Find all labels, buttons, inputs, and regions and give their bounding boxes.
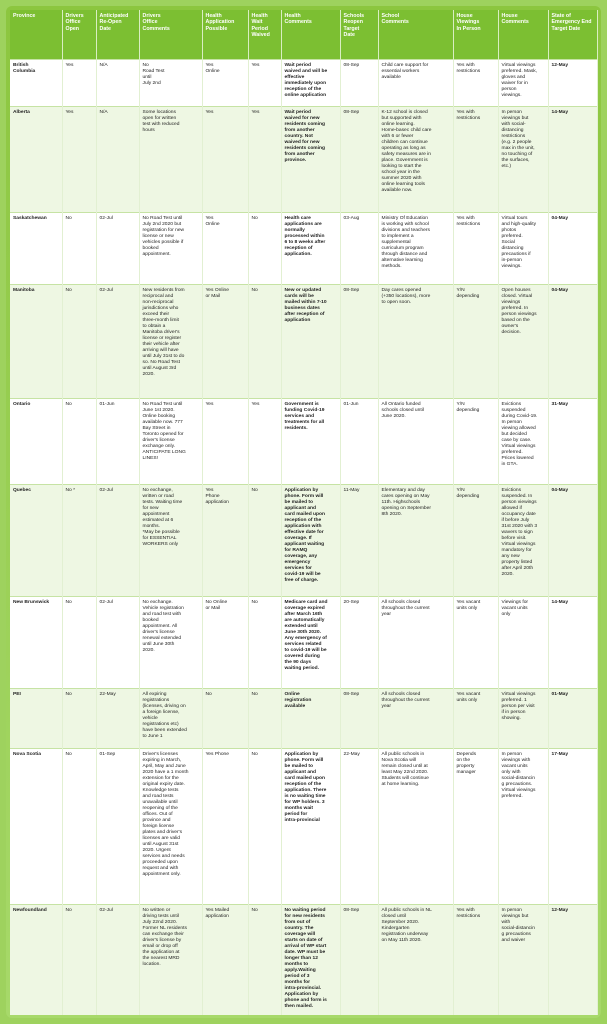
cell-schools-date: 01-Jun	[340, 399, 378, 485]
cell-health-comments: No waiting period for new residents from out of country. The coverage will starts on date of arrival of WP start date. WP must be longer than 12 months to apply.Waiting period of 3 months for intra-provincial. Application by phone and form is then mailed.	[281, 905, 340, 1015]
cell-drivers-comments: No Road Test until July 2nd 2020 but registration for new license or new vehicles possible if booked appointment.	[139, 213, 202, 285]
cell-drivers-comments: All expiring registrations (licenses, driving on a foreign license, vehicle registrations etc) have been extended to June 1	[139, 689, 202, 749]
cell-health-possible: No	[202, 689, 248, 749]
cell-emergency-end: 04-May	[548, 213, 597, 285]
cell-school-comments: All schools closed throughout the current year	[378, 597, 453, 689]
header-drivers-open: Drivers Office Open	[62, 10, 96, 60]
cell-emergency-end: 12-May	[548, 60, 597, 107]
cell-emergency-end: 14-May	[548, 107, 597, 213]
header-reopen-date: Anticipated Re-Open Date	[96, 10, 139, 60]
cell-house-comments: In person viewings but with social-distancin g precautions and waiver	[498, 905, 548, 1015]
cell-health-comments: Health care applications are normally processed within 6 to 8 weeks after reception of application.	[281, 213, 340, 285]
table-frame	[6, 6, 601, 1018]
cell-house-viewings: Yes with restrictions	[453, 213, 498, 285]
cell-province: Quebec	[10, 485, 62, 597]
cell-house-comments: Virtual tours and high-quality photos preferred. Social distancing precautions if in-person viewings.	[498, 213, 548, 285]
header-row	[10, 10, 597, 60]
cell-wait-waived: No	[248, 597, 281, 689]
cell-health-possible: Yes Online	[202, 60, 248, 107]
table-row	[10, 597, 597, 689]
cell-drivers-open: No	[62, 749, 96, 905]
header-province: Province	[10, 10, 62, 60]
cell-wait-waived: No	[248, 689, 281, 749]
cell-wait-waived: Yes	[248, 60, 281, 107]
cell-drivers-open: No	[62, 285, 96, 399]
cell-school-comments: Elementary and day cares opening on May 11th. Highschools opening on September 8th 2020.	[378, 485, 453, 597]
cell-reopen-date: 02-Jul	[96, 485, 139, 597]
cell-health-comments: New or updated cards will be mailed within 7-10 business dates after reception of application	[281, 285, 340, 399]
cell-school-comments: All public schools in Nova Scotia will remain closed until at least May 22nd 2020. Students will continue at home learning.	[378, 749, 453, 905]
cell-health-comments: Online registration available	[281, 689, 340, 749]
cell-health-comments: Medicare card and coverage expired after March 16th are automatically extended until June 30th 2020. Any emergency of services related to covid-19 will be covered during the 90 days waiting period.	[281, 597, 340, 689]
cell-schools-date: 08-Sep	[340, 60, 378, 107]
table-row	[10, 285, 597, 399]
cell-wait-waived: No	[248, 749, 281, 905]
table-row	[10, 107, 597, 213]
cell-house-viewings: Yes with restrictions	[453, 905, 498, 1015]
table-row	[10, 749, 597, 905]
cell-house-comments: Open houses closed. Virtual viewings preferred. In person viewings based on the owner's decision.	[498, 285, 548, 399]
cell-health-possible: Yes Phone application	[202, 485, 248, 597]
cell-wait-waived: No	[248, 285, 281, 399]
cell-house-comments: Evictions suspended during Covid-19. In person viewing allowed but decided case by case. Virtual viewings preferred. Prices lowered in GTA.	[498, 399, 548, 485]
cell-drivers-comments: Driver's licenses expiring in March, April, May and June 2020 have a 1 month extension for the original expiry date. Knowledge tests and road tests unavailable until reopening of the offices. Out of province and foreign license plates and driver's licenses are valid until August 31st 2020. Urgent services and needs proceeded upon request and with appointment only.	[139, 749, 202, 905]
cell-schools-date: 08-Sep	[340, 905, 378, 1015]
cell-province: Newfoundland	[10, 905, 62, 1015]
cell-house-viewings: Yes with restrictions	[453, 107, 498, 213]
cell-house-viewings: Y/N depending	[453, 485, 498, 597]
cell-drivers-comments: New residents from reciprocal and non-reciprocal jurisdictions who exceed their three-month limit to obtain a Manitoba driver's license or register their vehicle after arriving will have until July 31st to do so. No Road Test until August 3rd 2020.	[139, 285, 202, 399]
header-health-possible: Health Application Possible	[202, 10, 248, 60]
cell-wait-waived: No	[248, 485, 281, 597]
cell-school-comments: Child care support for essential workers available	[378, 60, 453, 107]
cell-health-possible: Yes Mailed application	[202, 905, 248, 1015]
cell-schools-date: 08-Sep	[340, 285, 378, 399]
cell-drivers-open: Yes	[62, 60, 96, 107]
cell-drivers-comments: No exchange. Vehicle registration and road test with booked appointment. All driver's license renewal extended until June 30th 2020.	[139, 597, 202, 689]
cell-house-viewings: Yes vacant units only	[453, 597, 498, 689]
cell-province: Alberta	[10, 107, 62, 213]
cell-house-viewings: Depends on the property manager	[453, 749, 498, 905]
cell-wait-waived: No	[248, 905, 281, 1015]
cell-schools-date: 22-May	[340, 749, 378, 905]
cell-health-comments: Application by phone. Form will be mailed to applicant and card mailed upon reception of the application with effective date for coverage. If applicant waiting for RAMQ coverage, any emergency services for covid-19 will be free of charge.	[281, 485, 340, 597]
cell-drivers-comments: Some locations open for written test with reduced hours	[139, 107, 202, 213]
cell-emergency-end: 04-May	[548, 485, 597, 597]
cell-reopen-date: 22-May	[96, 689, 139, 749]
cell-health-possible: Yes Online	[202, 213, 248, 285]
cell-school-comments: Day cares opened (+350 locations), more to open soon.	[378, 285, 453, 399]
cell-reopen-date: N/A	[96, 107, 139, 213]
cell-wait-waived: Yes	[248, 107, 281, 213]
cell-province: Ontario	[10, 399, 62, 485]
table-row	[10, 905, 597, 1015]
cell-schools-date: 08-Sep	[340, 689, 378, 749]
cell-reopen-date: 02-Jul	[96, 285, 139, 399]
cell-school-comments: Ministry Of Education is working with school divisions and teachers to implement a supplemental curriculum program through distance and alternative learning methods.	[378, 213, 453, 285]
header-house-viewings: House Viewings In Person	[453, 10, 498, 60]
header-health-comments: Health Comments	[281, 10, 340, 60]
cell-house-viewings: Y/N depending	[453, 285, 498, 399]
cell-drivers-open: No	[62, 597, 96, 689]
cell-house-comments: Virtual viewings preferred. Mask, gloves and waiver for in person viewings.	[498, 60, 548, 107]
cell-province: Manitoba	[10, 285, 62, 399]
cell-emergency-end: 31-May	[548, 399, 597, 485]
cell-schools-date: 11-May	[340, 485, 378, 597]
cell-schools-date: 03-Aug	[340, 213, 378, 285]
cell-drivers-comments: No Road Test until July 2nd	[139, 60, 202, 107]
header-drivers-comments: Drivers Office Comments	[139, 10, 202, 60]
cell-province: New Brunswick	[10, 597, 62, 689]
cell-reopen-date: 01-Sep	[96, 749, 139, 905]
cell-drivers-open: No *	[62, 485, 96, 597]
table-row	[10, 60, 597, 107]
table-row	[10, 213, 597, 285]
cell-school-comments: K-12 school is closed but supported with online learning. Home-basec child care with 6 or fewer children can continue operating as long as safety measures are in place. Government is looking to start the school year in the summer 2020 with online learning tools available now.	[378, 107, 453, 213]
cell-house-comments: Virtual viewings preferred. 1 person per visit if in person showing.	[498, 689, 548, 749]
cell-house-viewings: Yes with restrictions	[453, 60, 498, 107]
cell-health-comments: Wait period waived and will be effective immediately upon reception of the online application	[281, 60, 340, 107]
cell-reopen-date: 02-Jul	[96, 597, 139, 689]
cell-house-comments: Viewings for vacant units only	[498, 597, 548, 689]
cell-province: Saskatchewan	[10, 213, 62, 285]
cell-health-possible: Yes	[202, 107, 248, 213]
cell-health-possible: Yes Phone	[202, 749, 248, 905]
cell-house-viewings: Y/N depending	[453, 399, 498, 485]
header-emergency-end: State of Emergency End Target Date	[548, 10, 597, 60]
cell-province: British Columbia	[10, 60, 62, 107]
cell-wait-waived: Yes	[248, 399, 281, 485]
cell-house-viewings: Yes vacant units only	[453, 689, 498, 749]
cell-reopen-date: 01-Jun	[96, 399, 139, 485]
cell-drivers-open: No	[62, 399, 96, 485]
header-school-comments: School Comments	[378, 10, 453, 60]
table-row	[10, 689, 597, 749]
cell-health-possible: Yes Online or Mail	[202, 285, 248, 399]
cell-drivers-open: No	[62, 905, 96, 1015]
cell-health-possible: Yes	[202, 399, 248, 485]
cell-drivers-comments: No Road Test until June 1st 2020. Online booking available now. 777 Bay Street in Toronto opened for driver's license exchange only. ANTICIPATE LONG LINES!	[139, 399, 202, 485]
cell-drivers-open: Yes	[62, 107, 96, 213]
cell-house-comments: In person viewings with vacant units only with social-distancin g precautions. Virtual viewings preferred.	[498, 749, 548, 905]
cell-schools-date: 08-Sep	[340, 107, 378, 213]
cell-drivers-comments: No written or driving tests until July 22nd 2020. Former NL residents can exchange their driver's license by email or drop off the application at the nearest MRD location.	[139, 905, 202, 1015]
cell-reopen-date: N/A	[96, 60, 139, 107]
cell-emergency-end: 01-May	[548, 689, 597, 749]
cell-province: PEI	[10, 689, 62, 749]
cell-schools-date: 20-Sep	[340, 597, 378, 689]
cell-house-comments: In person viewings but with social- distancing restrictions (e.g. 2 people max in the unit, no touching of the surfaces, etc.)	[498, 107, 548, 213]
cell-emergency-end: 17-May	[548, 749, 597, 905]
cell-drivers-open: No	[62, 689, 96, 749]
cell-school-comments: All public schools in NL closed until September 2020. Kindergarten registration underway on May 11th 2020.	[378, 905, 453, 1015]
cell-health-possible: No Online or Mail	[202, 597, 248, 689]
header-wait-waived: Health Wait Period Waived	[248, 10, 281, 60]
table-row	[10, 399, 597, 485]
table-row	[10, 485, 597, 597]
cell-drivers-open: No	[62, 213, 96, 285]
cell-province: Nova Scotia	[10, 749, 62, 905]
cell-reopen-date: 02-Jul	[96, 905, 139, 1015]
cell-drivers-comments: No exchange, written or road tests. Waiting time for new appointment estimated at 6 months. *May be possible for ESSENTIAL WORKERS only	[139, 485, 202, 597]
cell-health-comments: Application by phone. Form will be mailed to applicant and card mailed upon reception of the application. There is no waiting time for WP holders. 3 months wait period for intra-provincial	[281, 749, 340, 905]
cell-emergency-end: 14-May	[548, 597, 597, 689]
cell-emergency-end: 12-May	[548, 905, 597, 1015]
cell-house-comments: Evictions suspended. In person viewings allowed if occupancy date if before July 31st 2020 with 3 wavers to sign before visit. Virtual viewings mandatory for any new property listed after April 20th 2020.	[498, 485, 548, 597]
cell-wait-waived: No	[248, 213, 281, 285]
cell-health-comments: Government is funding Covid-19 services and treatments for all residents.	[281, 399, 340, 485]
cell-emergency-end: 04-May	[548, 285, 597, 399]
header-schools-date: Schools Reopen Target Date	[340, 10, 378, 60]
cell-reopen-date: 02-Jul	[96, 213, 139, 285]
cell-health-comments: Wait period waived for new residents coming from another country. Not waived for new residents coming from another province.	[281, 107, 340, 213]
province-covid-table	[10, 10, 598, 1015]
header-house-comments: House Comments	[498, 10, 548, 60]
cell-school-comments: All Ontario funded schools closed until June 2020.	[378, 399, 453, 485]
cell-school-comments: All schools closed throughout the current year	[378, 689, 453, 749]
